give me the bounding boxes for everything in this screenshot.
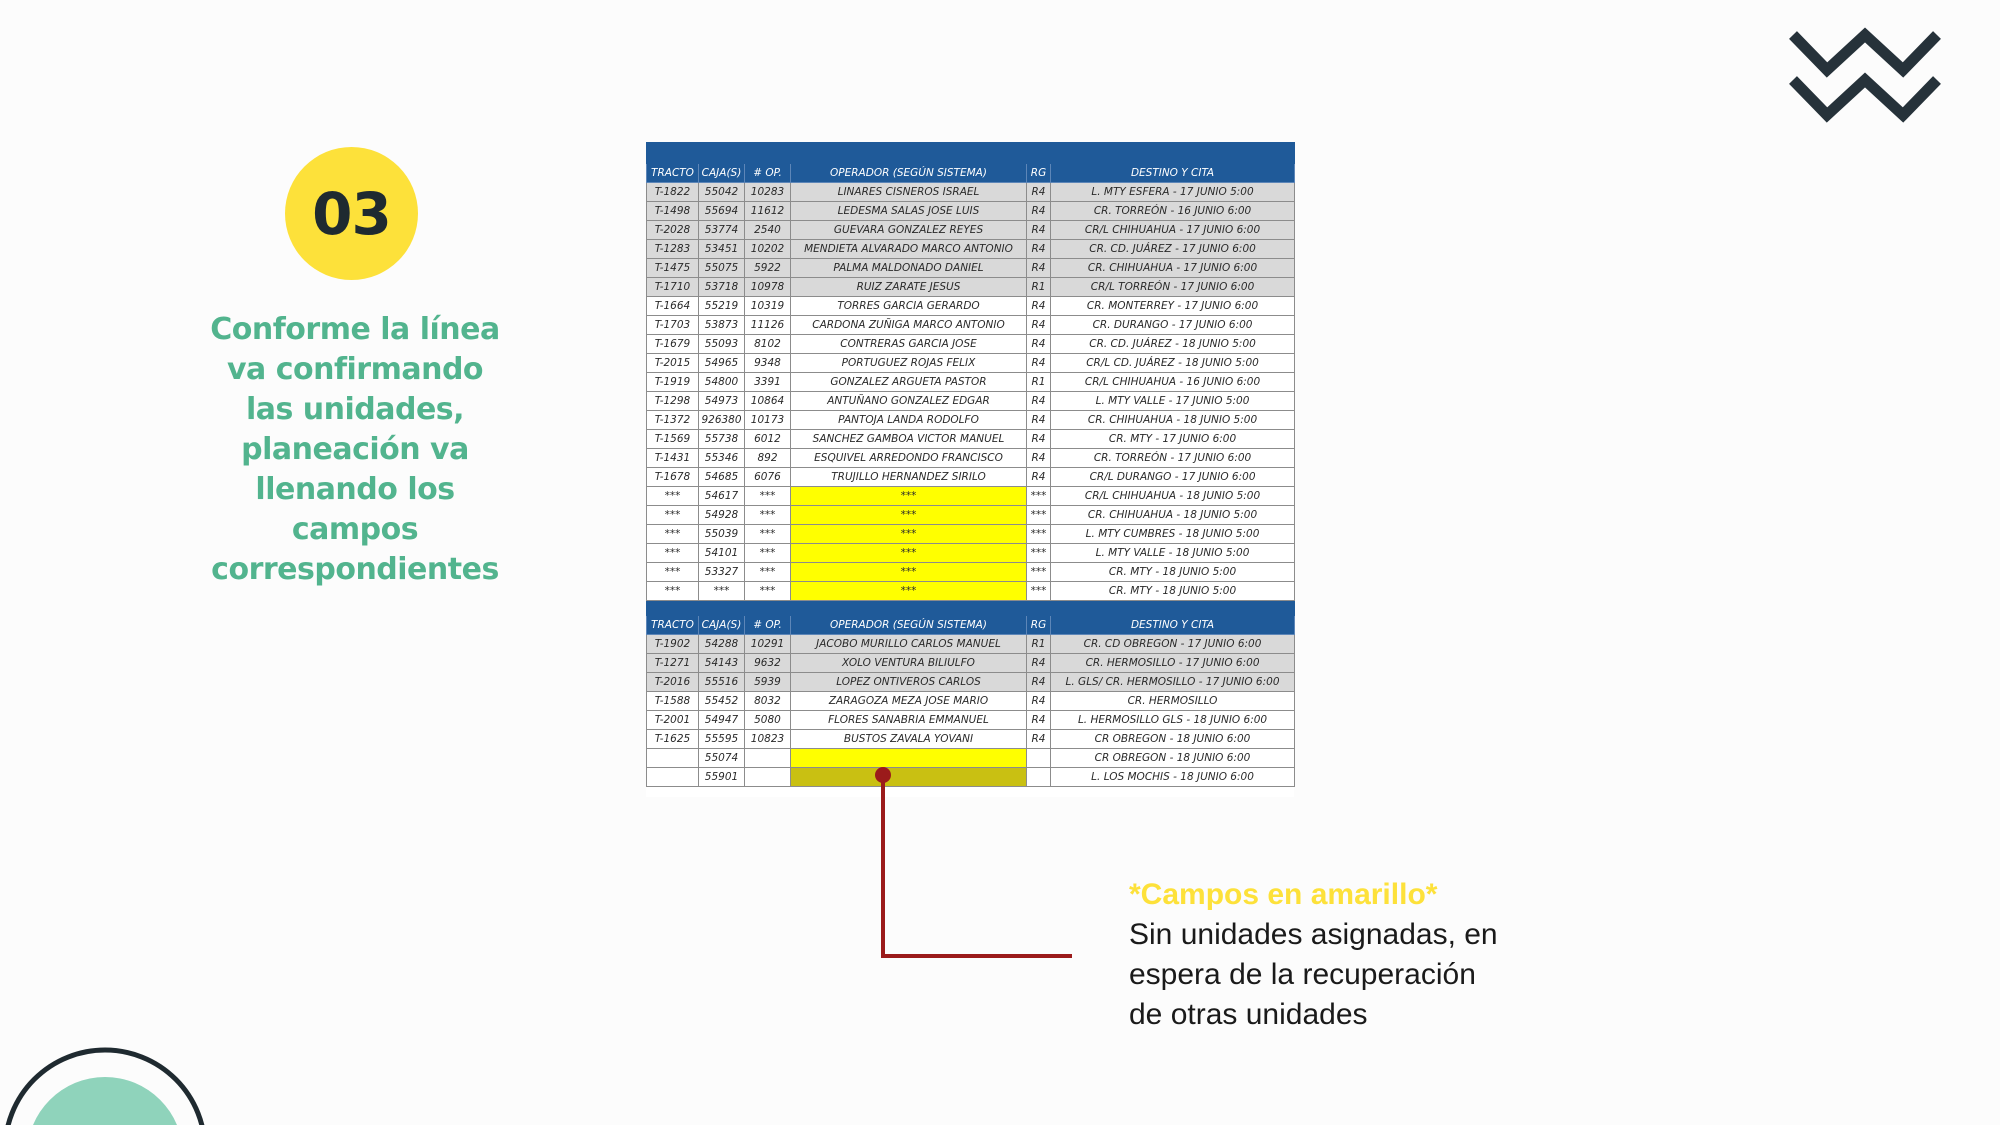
step-number: 03 — [312, 179, 391, 248]
table-cell: 5080 — [745, 711, 791, 730]
table-cell: T-1283 — [647, 240, 699, 259]
table-cell — [1027, 749, 1051, 768]
column-header: RG — [1027, 164, 1051, 183]
table-cell — [791, 768, 1027, 787]
table-row — [647, 692, 1295, 711]
table-row — [647, 730, 1295, 749]
corner-circle-icon — [0, 1020, 220, 1125]
table-cell: 6012 — [745, 430, 791, 449]
table-cell: 55694 — [699, 202, 745, 221]
table-row — [647, 487, 1295, 506]
table-cell: LEDESMA SALAS JOSE LUIS — [791, 202, 1027, 221]
note-line: espera de la recuperación — [1129, 958, 1476, 991]
table-row — [647, 768, 1295, 787]
step-number-badge — [285, 147, 418, 280]
table-cell: CR OBREGON - 18 JUNIO 6:00 — [1051, 730, 1295, 749]
table-cell: 53718 — [699, 278, 745, 297]
table-row — [647, 525, 1295, 544]
table-cell: 55346 — [699, 449, 745, 468]
table-cell: 10864 — [745, 392, 791, 411]
table-cell: 10291 — [745, 635, 791, 654]
table-cell: CR/L CHIHUAHUA - 18 JUNIO 5:00 — [1051, 487, 1295, 506]
table-cell: T-1372 — [647, 411, 699, 430]
table-cell: *** — [1027, 563, 1051, 582]
table-cell: 55093 — [699, 335, 745, 354]
table-cell: *** — [1027, 544, 1051, 563]
table-cell: XOLO VENTURA BILIULFO — [791, 654, 1027, 673]
table-cell: R4 — [1027, 430, 1051, 449]
table-cell: *** — [791, 563, 1027, 582]
table-row — [647, 240, 1295, 259]
table-cell: *** — [647, 487, 699, 506]
table-cell: CR. CHIHUAHUA - 17 JUNIO 6:00 — [1051, 259, 1295, 278]
table-row — [647, 392, 1295, 411]
table-row — [647, 335, 1295, 354]
table-cell: PORTUGUEZ ROJAS FELIX — [791, 354, 1027, 373]
table-cell: LOPEZ ONTIVEROS CARLOS — [791, 673, 1027, 692]
column-header: TRACTO — [647, 164, 699, 183]
table-cell: 54800 — [699, 373, 745, 392]
table-cell: R1 — [1027, 278, 1051, 297]
column-header: OPERADOR (SEGÚN SISTEMA) — [791, 164, 1027, 183]
table-cell — [647, 768, 699, 787]
table-row — [647, 278, 1295, 297]
table-cell: ZARAGOZA MEZA JOSE MARIO — [791, 692, 1027, 711]
table-cell: R4 — [1027, 335, 1051, 354]
table-cell: R4 — [1027, 673, 1051, 692]
table-cell: 10173 — [745, 411, 791, 430]
table-cell: TORRES GARCIA GERARDO — [791, 297, 1027, 316]
table-cell: T-1431 — [647, 449, 699, 468]
table-cell: CR. MONTERREY - 17 JUNIO 6:00 — [1051, 297, 1295, 316]
table-cell: CR. CD. JUÁREZ - 18 JUNIO 5:00 — [1051, 335, 1295, 354]
table-cell: T-1475 — [647, 259, 699, 278]
table-cell: *** — [745, 506, 791, 525]
column-header: # OP. — [745, 164, 791, 183]
table-cell: CR. MTY - 18 JUNIO 5:00 — [1051, 582, 1295, 601]
table-row — [647, 673, 1295, 692]
table-cell: 11126 — [745, 316, 791, 335]
table-cell: R4 — [1027, 711, 1051, 730]
zigzag-logo-icon — [1785, 25, 1945, 130]
note-line: Sin unidades asignadas, en — [1129, 918, 1498, 951]
table-cell: CR. MTY - 18 JUNIO 5:00 — [1051, 563, 1295, 582]
table-cell: T-1625 — [647, 730, 699, 749]
table-cell: 54947 — [699, 711, 745, 730]
table-cell: T-2016 — [647, 673, 699, 692]
table-cell: CR. CHIHUAHUA - 18 JUNIO 5:00 — [1051, 506, 1295, 525]
table-row — [647, 202, 1295, 221]
table-cell: *** — [745, 525, 791, 544]
table-cell: 55901 — [699, 768, 745, 787]
table-cell: SANCHEZ GAMBOA VICTOR MANUEL — [791, 430, 1027, 449]
table-cell: *** — [745, 487, 791, 506]
table-cell: 55452 — [699, 692, 745, 711]
table-cell: CR. CHIHUAHUA - 18 JUNIO 5:00 — [1051, 411, 1295, 430]
table-row — [647, 544, 1295, 563]
step-line: llenando los — [255, 472, 455, 507]
table-cell: T-2001 — [647, 711, 699, 730]
table-cell: 2540 — [745, 221, 791, 240]
table-cell: *** — [647, 506, 699, 525]
table-row — [647, 221, 1295, 240]
table-cell: 8032 — [745, 692, 791, 711]
table-cell: GONZALEZ ARGUETA PASTOR — [791, 373, 1027, 392]
table-cell: *** — [1027, 506, 1051, 525]
column-header: # OP. — [745, 616, 791, 635]
table-cell: JACOBO MURILLO CARLOS MANUEL — [791, 635, 1027, 654]
table-cell — [745, 768, 791, 787]
note-line: de otras unidades — [1129, 998, 1368, 1031]
table-cell: 54928 — [699, 506, 745, 525]
step-line: Conforme la línea — [210, 312, 500, 347]
table-cell: 54973 — [699, 392, 745, 411]
table-cell: CR OBREGON - 18 JUNIO 6:00 — [1051, 749, 1295, 768]
table-cell: L. HERMOSILLO GLS - 18 JUNIO 6:00 — [1051, 711, 1295, 730]
table-cell: 55074 — [699, 749, 745, 768]
table-cell: CR. HERMOSILLO — [1051, 692, 1295, 711]
table-cell: CONTRERAS GARCIA JOSE — [791, 335, 1027, 354]
table-cell: PALMA MALDONADO DANIEL — [791, 259, 1027, 278]
table-cell: CR. MTY - 17 JUNIO 6:00 — [1051, 430, 1295, 449]
table-cell: R4 — [1027, 449, 1051, 468]
table-row — [647, 373, 1295, 392]
table-cell: *** — [647, 544, 699, 563]
yellow-fields-note — [1129, 875, 1609, 1035]
table-cell: T-1569 — [647, 430, 699, 449]
table-cell: T-1298 — [647, 392, 699, 411]
table-cell: 5939 — [745, 673, 791, 692]
table-row — [647, 506, 1295, 525]
table-cell: 8102 — [745, 335, 791, 354]
table-cell: L. MTY VALLE - 18 JUNIO 5:00 — [1051, 544, 1295, 563]
step-description — [205, 310, 505, 590]
table-cell: L. MTY VALLE - 17 JUNIO 5:00 — [1051, 392, 1295, 411]
table-cell: 10978 — [745, 278, 791, 297]
table-row — [647, 259, 1295, 278]
table-cell: ESQUIVEL ARREDONDO FRANCISCO — [791, 449, 1027, 468]
table-cell: PANTOJA LANDA RODOLFO — [791, 411, 1027, 430]
table-cell: 55516 — [699, 673, 745, 692]
table-cell: L. GLS/ CR. HERMOSILLO - 17 JUNIO 6:00 — [1051, 673, 1295, 692]
table-cell: CR/L DURANGO - 17 JUNIO 6:00 — [1051, 468, 1295, 487]
table-row — [647, 749, 1295, 768]
table-cell: CR. HERMOSILLO - 17 JUNIO 6:00 — [1051, 654, 1295, 673]
table-cell: *** — [791, 582, 1027, 601]
table-cell: T-1498 — [647, 202, 699, 221]
column-header: OPERADOR (SEGÚN SISTEMA) — [791, 616, 1027, 635]
step-line: las unidades, — [245, 392, 465, 427]
table-cell: *** — [699, 582, 745, 601]
table-cell: 3391 — [745, 373, 791, 392]
table-cell: *** — [1027, 525, 1051, 544]
table-cell: R4 — [1027, 730, 1051, 749]
table-cell: 54143 — [699, 654, 745, 673]
table-cell: ANTUÑANO GONZALEZ EDGAR — [791, 392, 1027, 411]
table-cell: 10319 — [745, 297, 791, 316]
table-cell: 11612 — [745, 202, 791, 221]
table-cell: *** — [791, 525, 1027, 544]
table-cell: R4 — [1027, 221, 1051, 240]
table-cell: 55595 — [699, 730, 745, 749]
table-cell: T-1679 — [647, 335, 699, 354]
column-header: TRACTO — [647, 616, 699, 635]
table-row — [647, 430, 1295, 449]
table-cell: *** — [647, 525, 699, 544]
column-header: CAJA(S) — [699, 616, 745, 635]
table-cell: T-1822 — [647, 183, 699, 202]
table-cell: MENDIETA ALVARADO MARCO ANTONIO — [791, 240, 1027, 259]
table-cell: R4 — [1027, 692, 1051, 711]
table-cell: R1 — [1027, 635, 1051, 654]
table-cell: CR. CD. JUÁREZ - 17 JUNIO 6:00 — [1051, 240, 1295, 259]
table-cell: L. MTY CUMBRES - 18 JUNIO 5:00 — [1051, 525, 1295, 544]
table-cell: 53774 — [699, 221, 745, 240]
table-cell: *** — [791, 544, 1027, 563]
table-cell: *** — [745, 563, 791, 582]
table-cell: T-1710 — [647, 278, 699, 297]
table-cell: 10283 — [745, 183, 791, 202]
column-header: DESTINO Y CITA — [1051, 164, 1295, 183]
table-row — [647, 316, 1295, 335]
step-line: planeación va — [241, 432, 469, 467]
table-cell: CR. CD OBREGON - 17 JUNIO 6:00 — [1051, 635, 1295, 654]
table-cell: 53327 — [699, 563, 745, 582]
table-cell: *** — [745, 544, 791, 563]
spreadsheet-image — [646, 142, 1294, 797]
table-cell: *** — [647, 563, 699, 582]
table-cell: 9632 — [745, 654, 791, 673]
table-row — [647, 582, 1295, 601]
note-title: *Campos en amarillo* — [1129, 878, 1438, 911]
table-cell — [647, 749, 699, 768]
table-cell: 54617 — [699, 487, 745, 506]
table-header-row — [647, 616, 1295, 635]
table-cell: 6076 — [745, 468, 791, 487]
table-cell: 53873 — [699, 316, 745, 335]
table-cell: BUSTOS ZAVALA YOVANI — [791, 730, 1027, 749]
table-cell: T-2028 — [647, 221, 699, 240]
table-cell: CARDONA ZUÑIGA MARCO ANTONIO — [791, 316, 1027, 335]
step-line: va confirmando — [226, 352, 484, 387]
table-cell: T-1271 — [647, 654, 699, 673]
schedule-table — [646, 142, 1295, 787]
table-cell: 54965 — [699, 354, 745, 373]
table-cell: T-1588 — [647, 692, 699, 711]
table-row — [647, 183, 1295, 202]
table-cell: R1 — [1027, 373, 1051, 392]
column-header: CAJA(S) — [699, 164, 745, 183]
table-cell: R4 — [1027, 297, 1051, 316]
column-header: RG — [1027, 616, 1051, 635]
step-line: correspondientes — [211, 552, 499, 587]
table-cell: CR/L TORREÓN - 17 JUNIO 6:00 — [1051, 278, 1295, 297]
table-cell: CR. DURANGO - 17 JUNIO 6:00 — [1051, 316, 1295, 335]
table-cell: T-2015 — [647, 354, 699, 373]
table-cell: R4 — [1027, 392, 1051, 411]
table-cell: 9348 — [745, 354, 791, 373]
table-cell: 926380 — [699, 411, 745, 430]
table-cell: CR/L CD. JUÁREZ - 18 JUNIO 5:00 — [1051, 354, 1295, 373]
table-cell — [745, 749, 791, 768]
table-cell: T-1703 — [647, 316, 699, 335]
table-cell: CR. TORREÓN - 16 JUNIO 6:00 — [1051, 202, 1295, 221]
table-cell: R4 — [1027, 202, 1051, 221]
table-cell: 53451 — [699, 240, 745, 259]
table-cell: *** — [791, 506, 1027, 525]
table-cell: 892 — [745, 449, 791, 468]
table-cell: R4 — [1027, 354, 1051, 373]
table-row — [647, 563, 1295, 582]
table-cell: 54288 — [699, 635, 745, 654]
table-row — [647, 297, 1295, 316]
table-row — [647, 411, 1295, 430]
table-cell: 55219 — [699, 297, 745, 316]
table-row — [647, 468, 1295, 487]
table-cell: T-1919 — [647, 373, 699, 392]
table-cell: 54685 — [699, 468, 745, 487]
step-line: campos — [291, 512, 419, 547]
table-cell: CR/L CHIHUAHUA - 17 JUNIO 6:00 — [1051, 221, 1295, 240]
table-cell: 54101 — [699, 544, 745, 563]
table-cell: L. LOS MOCHIS - 18 JUNIO 6:00 — [1051, 768, 1295, 787]
table-cell: *** — [647, 582, 699, 601]
table-cell — [791, 749, 1027, 768]
table-cell: R4 — [1027, 468, 1051, 487]
table-cell: 10823 — [745, 730, 791, 749]
table-cell: CR. TORREÓN - 17 JUNIO 6:00 — [1051, 449, 1295, 468]
table-cell: RUIZ ZARATE JESUS — [791, 278, 1027, 297]
table-header-row — [647, 164, 1295, 183]
table-cell — [1027, 768, 1051, 787]
table-cell: TRUJILLO HERNANDEZ SIRILO — [791, 468, 1027, 487]
table-cell: CR/L CHIHUAHUA - 16 JUNIO 6:00 — [1051, 373, 1295, 392]
table-cell: 55075 — [699, 259, 745, 278]
table-cell: T-1902 — [647, 635, 699, 654]
table-cell: R4 — [1027, 411, 1051, 430]
table-cell: 55042 — [699, 183, 745, 202]
table-cell: L. MTY ESFERA - 17 JUNIO 5:00 — [1051, 183, 1295, 202]
table-cell: R4 — [1027, 183, 1051, 202]
table-row — [647, 354, 1295, 373]
table-cell: GUEVARA GONZALEZ REYES — [791, 221, 1027, 240]
table-cell: T-1664 — [647, 297, 699, 316]
table-cell: FLORES SANABRIA EMMANUEL — [791, 711, 1027, 730]
table-gap-band — [647, 601, 1295, 616]
table-cell: 10202 — [745, 240, 791, 259]
table-cell: 55738 — [699, 430, 745, 449]
table-cell: *** — [1027, 582, 1051, 601]
table-row — [647, 449, 1295, 468]
table-cell: 55039 — [699, 525, 745, 544]
table-cell: R4 — [1027, 259, 1051, 278]
table-cell: R4 — [1027, 316, 1051, 335]
table-row — [647, 711, 1295, 730]
table-cell: R4 — [1027, 240, 1051, 259]
table-row — [647, 654, 1295, 673]
table-cell: *** — [745, 582, 791, 601]
table-cell: T-1678 — [647, 468, 699, 487]
table-cell: *** — [1027, 487, 1051, 506]
table-cell: *** — [791, 487, 1027, 506]
table-row — [647, 635, 1295, 654]
table-cell: LINARES CISNEROS ISRAEL — [791, 183, 1027, 202]
table-cell: R4 — [1027, 654, 1051, 673]
table-cell: 5922 — [745, 259, 791, 278]
table-top-band — [647, 143, 1295, 164]
column-header: DESTINO Y CITA — [1051, 616, 1295, 635]
